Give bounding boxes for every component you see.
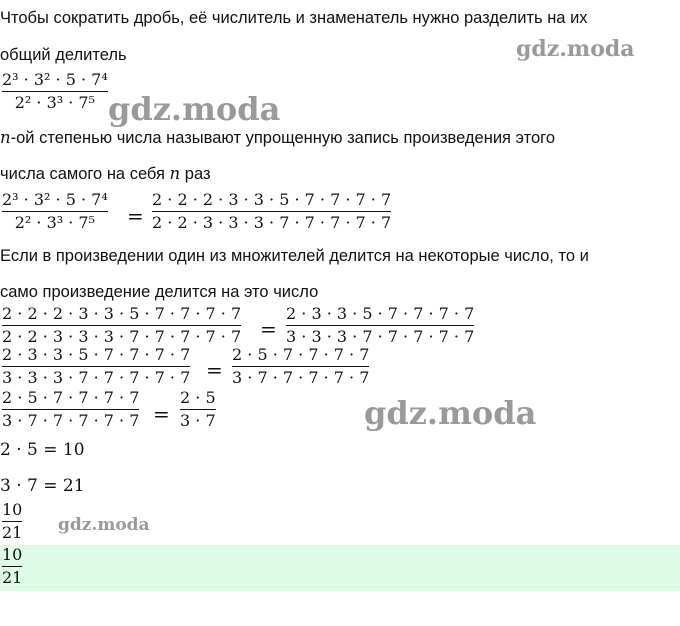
watermark-logo: gdz.moda — [364, 394, 537, 432]
paragraph-5: Если в произведении один из множителей делится на некоторые число, то и — [0, 247, 589, 265]
paragraph-3-text: -ой степенью числа называют упрощенную запись произведения этого — [10, 129, 555, 147]
equation-2: 3 · 7 = 21 — [0, 476, 85, 496]
watermark-logo: gdz.moda — [108, 90, 281, 128]
paragraph-4-end: раз — [180, 165, 211, 183]
fraction-3-rhs — [286, 304, 474, 347]
watermark-logo: gdz.moda — [516, 36, 635, 62]
fraction-2-rhs — [152, 190, 391, 233]
answer-highlight — [0, 545, 680, 591]
denominator: 21 — [2, 568, 23, 588]
equals-sign: = — [260, 317, 277, 341]
denominator: 3 · 3 · 3 · 7 · 7 · 7 · 7 · 7 — [2, 368, 191, 388]
paragraph-2: общий делитель — [0, 46, 127, 64]
numerator: 2³ · 3² · 5 · 7⁴ — [2, 190, 108, 209]
numerator: 2 · 3 · 3 · 5 · 7 · 7 · 7 · 7 — [2, 345, 191, 364]
var-n: n — [0, 128, 11, 147]
numerator: 2 · 3 · 3 · 5 · 7 · 7 · 7 · 7 — [286, 304, 475, 323]
equals-sign: = — [127, 204, 144, 228]
fraction-6 — [2, 500, 22, 543]
equation-1: 2 · 5 = 10 — [0, 440, 85, 460]
denominator: 3 · 7 · 7 · 7 · 7 · 7 — [2, 411, 140, 431]
fraction-5-rhs — [180, 388, 216, 431]
fraction-4-rhs — [232, 345, 369, 388]
watermark-logo: gdz.moda — [58, 515, 150, 535]
denominator: 2 · 2 · 3 · 3 · 3 · 7 · 7 · 7 · 7 · 7 — [2, 327, 242, 347]
equals-sign: = — [206, 358, 223, 382]
answer-fraction — [2, 545, 22, 588]
denominator: 3 · 3 · 3 · 7 · 7 · 7 · 7 · 7 — [286, 327, 475, 347]
paragraph-3 — [0, 128, 555, 148]
equals-sign: = — [153, 402, 170, 426]
denominator: 3 · 7 · 7 · 7 · 7 · 7 — [232, 368, 370, 388]
fraction-1 — [2, 70, 108, 113]
numerator: 2 · 5 · 7 · 7 · 7 · 7 — [2, 388, 140, 407]
paragraph-1: Чтобы сократить дробь, её числитель и знаменатель нужно разделить на их — [0, 9, 588, 27]
numerator: 10 — [2, 500, 23, 519]
denominator: 2² · 3³ · 7⁵ — [14, 213, 96, 233]
denominator: 21 — [2, 523, 23, 543]
fraction-3-lhs — [2, 304, 241, 347]
var-n: n — [169, 164, 181, 183]
fraction-5-lhs — [2, 388, 139, 431]
denominator: 2² · 3³ · 7⁵ — [14, 93, 96, 113]
paragraph-4-start: числа самого на себя — [0, 165, 170, 183]
denominator: 3 · 7 — [180, 411, 216, 431]
numerator: 2 · 2 · 2 · 3 · 3 · 5 · 7 · 7 · 7 · 7 — [152, 190, 392, 209]
numerator: 2³ · 3² · 5 · 7⁴ — [2, 70, 108, 89]
fraction-2-lhs — [2, 190, 108, 233]
numerator: 10 — [2, 545, 23, 564]
paragraph-4 — [0, 164, 211, 184]
fraction-4-lhs — [2, 345, 190, 388]
denominator: 2 · 2 · 3 · 3 · 3 · 7 · 7 · 7 · 7 · 7 — [152, 213, 392, 233]
paragraph-6: само произведение делится на это число — [0, 283, 319, 301]
numerator: 2 · 5 — [180, 388, 216, 407]
numerator: 2 · 5 · 7 · 7 · 7 · 7 — [232, 345, 370, 364]
numerator: 2 · 2 · 2 · 3 · 3 · 5 · 7 · 7 · 7 · 7 — [2, 304, 242, 323]
